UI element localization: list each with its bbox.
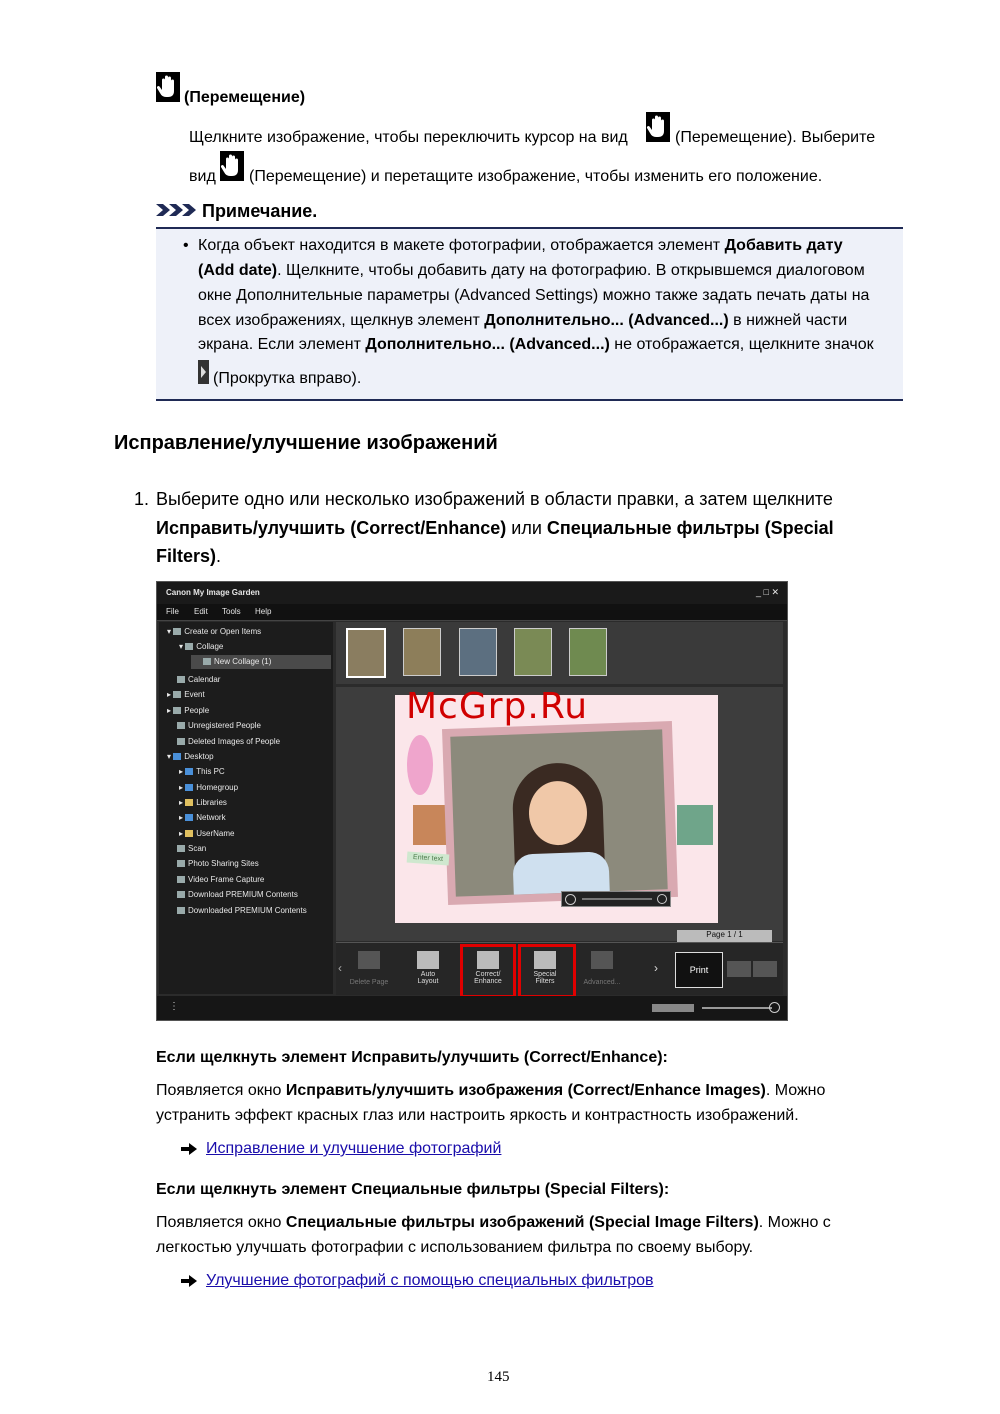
gift-decoration [677, 805, 713, 845]
thumbnail[interactable] [459, 628, 497, 676]
arrow-right-icon [181, 1143, 197, 1155]
tree-item[interactable]: Deleted Images of People [177, 737, 280, 746]
tree-item[interactable]: ▸ This PC [179, 767, 225, 776]
zoom-slider[interactable] [561, 891, 671, 907]
menu-edit[interactable]: Edit [194, 607, 208, 616]
hand-line-2-end: (Перемещение) и перетащите изображение, чтобы изменить его положение. [249, 168, 823, 185]
next-page-button[interactable] [753, 961, 777, 977]
scroll-left-icon[interactable]: ‹ [338, 961, 342, 975]
filters-line-2: легкостью улучшать фотографии с использованием фильтра по своему выбору. [156, 1239, 754, 1256]
tree-item[interactable]: ▸ Network [179, 813, 226, 822]
tree-item[interactable]: Download PREMIUM Contents [177, 890, 298, 899]
status-bar [157, 996, 787, 1020]
zoom-in-icon[interactable] [657, 894, 667, 904]
hand-line-2-start: вид [189, 168, 216, 185]
highlight-correct-enhance [460, 944, 516, 998]
tree-item[interactable]: ▾ Create or Open Items [167, 627, 262, 636]
hand-line-1: Щелкните изображение, чтобы переключить курсор на вид [189, 129, 628, 146]
note-line-1: Когда объект находится в макете фотографии, отображается элемент Добавить дату [198, 237, 843, 254]
note-line-3: окне Дополнительные параметры (Advanced Settings) можно также задать печать даты на [198, 287, 870, 304]
tree-item[interactable]: Unregistered People [177, 721, 261, 730]
view-icons[interactable] [652, 1004, 694, 1012]
filters-link[interactable]: Улучшение фотографий с помощью специальных фильтров [206, 1272, 654, 1289]
tree-item[interactable]: Video Frame Capture [177, 875, 264, 884]
menu-dots-icon[interactable]: ⋮ [169, 1001, 179, 1012]
highlight-special-filters [518, 944, 576, 998]
filters-line-1: Появляется окно Специальные фильтры изображений (Special Image Filters). Можно с [156, 1214, 831, 1231]
hand-move-icon [156, 72, 180, 102]
advanced-button[interactable]: Advanced... [577, 947, 627, 993]
tree-item[interactable]: Downloaded PREMIUM Contents [177, 906, 307, 915]
sidebar-tree [159, 622, 333, 994]
hand-heading: (Перемещение) [184, 89, 306, 106]
app-titlebar [157, 582, 787, 604]
menu-help[interactable]: Help [255, 607, 272, 616]
zoom-track[interactable] [702, 1007, 772, 1009]
thumbnail[interactable] [346, 628, 386, 678]
tree-item[interactable]: ▸ Libraries [179, 798, 227, 807]
watermark: McGrp.Ru [406, 686, 589, 727]
thumbnail[interactable] [514, 628, 552, 676]
app-title: Canon My Image Garden [166, 588, 260, 597]
tree-item[interactable]: Calendar [177, 675, 220, 684]
menu-tools[interactable]: Tools [222, 607, 241, 616]
tree-item[interactable]: ▸ People [167, 706, 210, 715]
note-bullet: • [183, 237, 189, 254]
note-line-4: всех изображениях, щелкнув элемент Дополнительно... (Advanced...) в нижней части [198, 312, 848, 329]
flower-decoration [407, 735, 433, 795]
tree-item[interactable]: ▸ UserName [179, 829, 235, 838]
rotate-icon[interactable] [565, 894, 576, 905]
collage-page[interactable] [395, 695, 718, 923]
step-line-2: Исправить/улучшить (Correct/Enhance) или Специальные фильтры (Special [156, 518, 834, 538]
cake-decoration [413, 805, 449, 845]
zoom-plus-icon[interactable] [769, 1002, 780, 1013]
app-menubar [157, 604, 787, 621]
note-line-5: экрана. Если элемент Дополнительно... (Advanced...) не отображается, щелкните значок [198, 336, 874, 353]
tree-item[interactable]: Scan [177, 844, 206, 853]
tree-item[interactable]: Photo Sharing Sites [177, 859, 259, 868]
page-number: 145 [487, 1369, 510, 1385]
section-title: Исправление/улучшение изображений [114, 432, 498, 454]
tree-item[interactable]: ▾ Collage [179, 642, 224, 651]
photo-frame[interactable] [442, 721, 678, 905]
app-screenshot [156, 581, 788, 1021]
note-line-6: (Прокрутка вправо). [213, 370, 362, 387]
step-number: 1. [134, 489, 150, 509]
photo-dress [512, 851, 609, 894]
step-line-3: Filters). [156, 546, 222, 566]
auto-layout-button[interactable]: Auto Layout [403, 947, 453, 993]
correct-enhance-button[interactable]: Correct/ Enhance [463, 947, 513, 993]
prev-page-button[interactable] [727, 961, 751, 977]
thumbnail[interactable] [403, 628, 441, 676]
note-arrows-icon [156, 202, 198, 218]
step-line-1: Выберите одно или несколько изображений в области правки, а затем щелкните [156, 489, 833, 509]
correct-heading: Если щелкнуть элемент Исправить/улучшить (Correct/Enhance): [156, 1049, 668, 1066]
hand-line-1-end: (Перемещение). Выберите [675, 129, 876, 146]
tree-item-selected[interactable]: New Collage (1) [191, 655, 331, 669]
thumbnail-strip [336, 622, 783, 684]
correct-line-2: устранить эффект красных глаз или настроить яркость и контрастность изображений. [156, 1107, 799, 1124]
scroll-right-icon [198, 360, 209, 384]
filters-heading: Если щелкнуть элемент Специальные фильтры (Special Filters): [156, 1181, 670, 1198]
photo[interactable] [450, 729, 667, 896]
hand-move-icon [220, 151, 244, 181]
enter-text-label[interactable]: Enter text [407, 852, 450, 866]
tree-item[interactable]: ▾ Desktop [167, 752, 214, 761]
arrow-right-icon [181, 1275, 197, 1287]
correct-link[interactable]: Исправление и улучшение фотографий [206, 1140, 502, 1157]
note-line-2: (Add date). Щелкните, чтобы добавить дату на фотографию. В открывшемся диалоговом [198, 262, 865, 279]
window-controls[interactable]: _ □ ✕ [756, 587, 779, 597]
print-button[interactable]: Print [675, 952, 723, 988]
hand-move-icon [646, 112, 670, 142]
thumbnail[interactable] [569, 628, 607, 676]
page-indicator: Page 1 / 1 [677, 930, 772, 942]
scroll-right-icon[interactable]: › [654, 961, 658, 975]
correct-line-1: Появляется окно Исправить/улучшить изображения (Correct/Enhance Images). Можно [156, 1082, 826, 1099]
special-filters-button[interactable]: Special Filters [520, 947, 570, 993]
tree-item[interactable]: ▸ Event [167, 690, 205, 699]
menu-file[interactable]: File [166, 607, 179, 616]
delete-page-button[interactable]: Delete Page [344, 947, 394, 993]
slider-track [582, 898, 652, 900]
note-title: Примечание. [202, 201, 318, 221]
tree-item[interactable]: ▸ Homegroup [179, 783, 239, 792]
